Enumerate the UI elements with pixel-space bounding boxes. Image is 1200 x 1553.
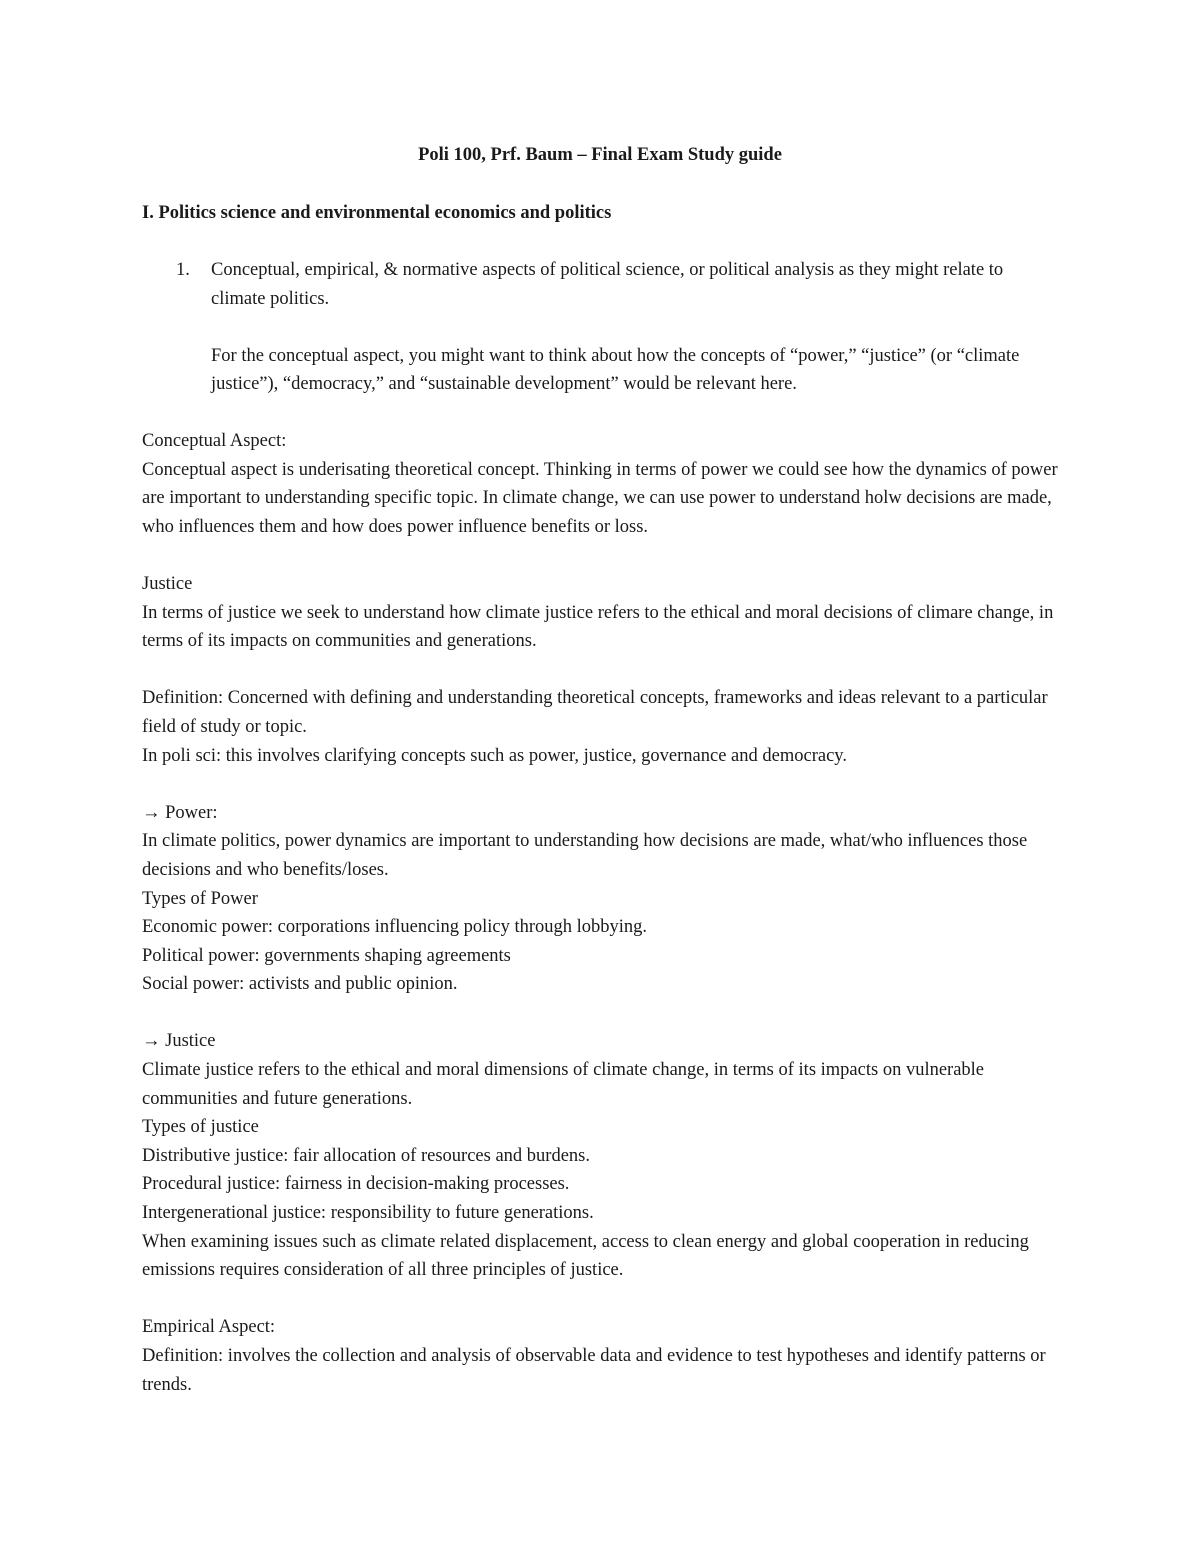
- power-type-item: Economic power: corporations influencing policy through lobbying.: [142, 917, 648, 938]
- power-type-item: Social power: activists and public opinion.: [142, 974, 458, 995]
- document-title: Poli 100, Prf. Baum – Final Exam Study guide: [418, 145, 782, 165]
- empirical-heading: Empirical Aspect:: [142, 1317, 276, 1338]
- definition-text: Definition: Concerned with defining and understanding theoretical concepts, frameworks and ideas relevant to a particular field of study or topic.: [142, 688, 1048, 737]
- list-item: [142, 256, 1042, 399]
- power-type-item: Political power: governments shaping agreements: [142, 945, 511, 966]
- numbered-list: [142, 256, 1042, 399]
- justice-heading: → Justice: [142, 1031, 216, 1052]
- section-heading: I. Politics science and environmental economics and politics: [142, 203, 612, 223]
- justice-type-item: Distributive justice: fair allocation of resources and burdens.: [142, 1145, 590, 1166]
- document-body: [142, 427, 1072, 1399]
- justice-type-item: Procedural justice: fairness in decision-making processes.: [142, 1174, 570, 1195]
- list-item-text: Conceptual, empirical, & normative aspects of political science, or political analysis as they might relate to climate politics.: [211, 260, 1004, 309]
- poli-sci-text: In poli sci: this involves clarifying concepts such as power, justice, governance and democracy.: [142, 745, 847, 766]
- justice-intro-text: In terms of justice we seek to understand how climate justice refers to the ethical and moral decisions of climare change, in terms of its impacts on communities and generations.: [142, 602, 1054, 652]
- conceptual-text: Conceptual aspect is underisating theoretical concept. Thinking in terms of power we could see how the dynamics of power are important to understanding specific topic. In climate change, we can use power to understand holw decisions are made, who influences them and how does power influence benefits or loss.: [142, 459, 1058, 537]
- list-item-note: For the conceptual aspect, you might want to think about how the concepts of “power,” “justice” (or “climate justice”), “democracy,” and “sustainable development” would be relevant here.: [211, 345, 1020, 395]
- justice-closing-text: When examining issues such as climate related displacement, access to clean energy and global cooperation in reducing emissions requires consideration of all three principles of justice.: [142, 1231, 1029, 1281]
- justice-types-heading: Types of justice: [142, 1117, 259, 1138]
- power-text: In climate politics, power dynamics are important to understanding how decisions are made, what/who influences those decisions and who benefits/loses.: [142, 831, 1028, 880]
- justice-intro-heading: Justice: [142, 573, 193, 594]
- empirical-text: Definition: involves the collection and analysis of observable data and evidence to test hypotheses and identify patterns or trends.: [142, 1346, 1046, 1395]
- power-types-heading: Types of Power: [142, 888, 258, 909]
- justice-type-item: Intergenerational justice: responsibility to future generations.: [142, 1203, 594, 1224]
- justice-text: Climate justice refers to the ethical and moral dimensions of climate change, in terms of its impacts on vulnerable communities and future generations.: [142, 1060, 985, 1109]
- list-number: 1.: [176, 260, 190, 280]
- conceptual-heading: Conceptual Aspect:: [142, 431, 287, 451]
- power-heading: → Power:: [142, 802, 218, 823]
